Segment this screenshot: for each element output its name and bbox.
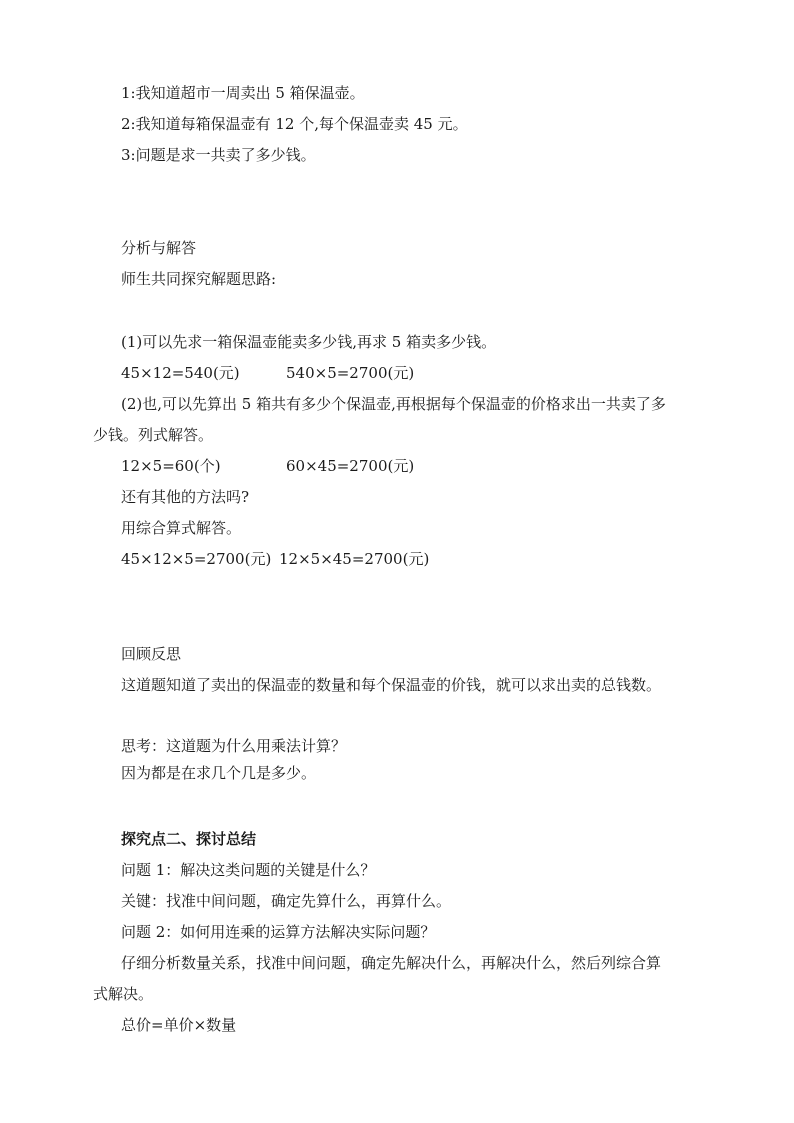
line-question-2: 问题 2：如何用连乘的运算方法解决实际问题？ (121, 923, 436, 941)
line-question-1: 问题 1：解决这类问题的关键是什么？ (121, 861, 376, 879)
line-key: 关键：找准中间问题，确定先算什么，再算什么。 (121, 892, 452, 910)
equation-row-1 (121, 363, 521, 383)
line-combined: 用综合算式解答。 (121, 519, 242, 537)
equation-3a: 45×12×5=2700(元) (121, 550, 272, 568)
line-known-2: 2:我知道每箱保温壶有 12 个,每个保温壶卖 45 元。 (121, 115, 468, 133)
equation-2a: 12×5=60(个) (121, 457, 221, 475)
line-question: 3:问题是求一共卖了多少钱。 (121, 146, 316, 164)
equation-3b: 12×5×45=2700(元) (279, 550, 430, 568)
heading-review: 回顾反思 (121, 645, 182, 663)
line-formula: 总价=单价×数量 (121, 1016, 237, 1034)
heading-analysis: 分析与解答 (121, 239, 197, 257)
line-analysis: 仔细分析数量关系，找准中间问题，确定先解决什么，再解决什么，然后列综合算 (121, 954, 662, 972)
line-method-2-cont: 少钱。列式解答。 (93, 426, 214, 444)
line-review: 这道题知道了卖出的保温壶的数量和每个保温壶的价钱，就可以求出卖的总钱数。 (121, 676, 662, 694)
equation-row-2 (121, 456, 521, 476)
line-method-1: (1)可以先求一箱保温壶能卖多少钱,再求 5 箱卖多少钱。 (121, 333, 497, 351)
line-think: 思考：这道题为什么用乘法计算？ (121, 737, 347, 755)
line-known-1: 1:我知道超市一周卖出 5 箱保温壶。 (121, 84, 365, 102)
equation-2b: 60×45=2700(元) (286, 457, 415, 475)
line-because: 因为都是在求几个几是多少。 (121, 764, 317, 782)
equation-1a: 45×12=540(元) (121, 364, 240, 382)
equation-1b: 540×5=2700(元) (286, 364, 415, 382)
line-other-methods: 还有其他的方法吗? (121, 488, 250, 506)
heading-explore-2: 探究点二、探讨总结 (121, 830, 257, 848)
equation-row-3 (121, 549, 521, 569)
line-explore: 师生共同探究解题思路: (121, 270, 277, 288)
line-method-2: (2)也,可以先算出 5 箱共有多少个保温壶,再根据每个保温壶的价格求出一共卖了多 (121, 395, 666, 413)
line-analysis-cont: 式解决。 (93, 985, 154, 1003)
